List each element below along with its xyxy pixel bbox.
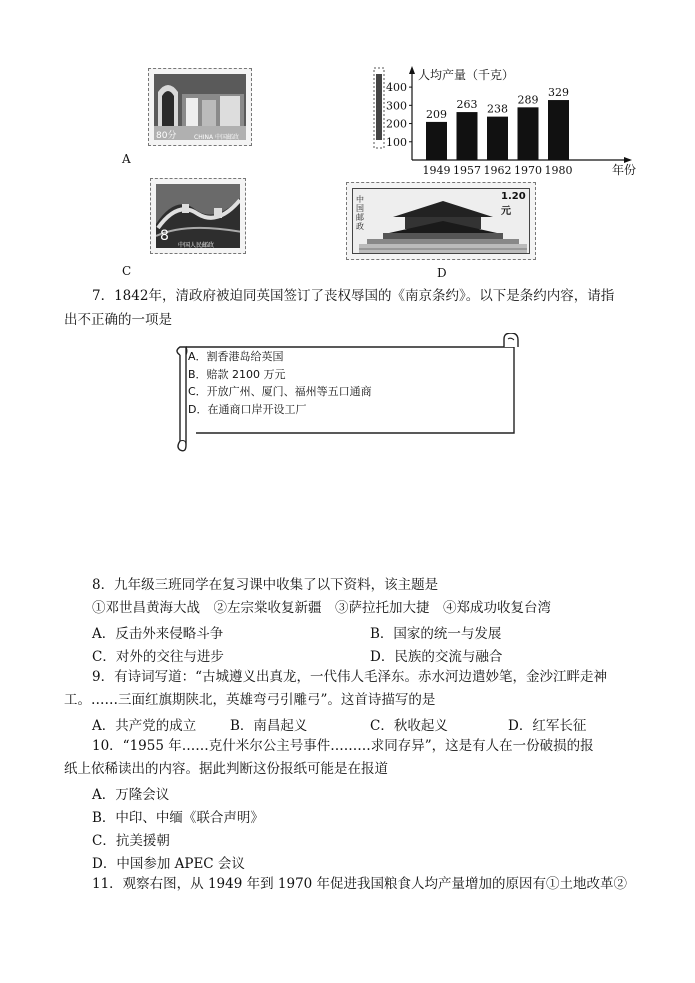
grain-chart xyxy=(372,64,642,180)
bar-value-label: 329 xyxy=(548,86,569,100)
q9-option-a: A．共产党的成立 xyxy=(92,718,197,734)
x-tick-label: 1949 xyxy=(422,164,451,177)
x-tick-label: 1957 xyxy=(453,164,481,177)
stamp-d xyxy=(346,182,536,260)
q9-option-c: C．秋收起义 xyxy=(370,718,448,734)
label-a: A xyxy=(122,152,131,166)
x-tick-label: 1980 xyxy=(544,164,573,177)
stamp-a-caption: CHINA 中国邮政 xyxy=(194,134,239,140)
q10-option-d: D．中国参加 APEC 会议 xyxy=(92,856,245,872)
stamp-d-country: 中国邮政 xyxy=(356,195,364,231)
bar-value-label: 289 xyxy=(517,93,539,107)
y-tick-label: 100 xyxy=(386,135,407,149)
q9-line1: 9．有诗词写道：“古城遵义出真龙，一代伟人毛泽东。赤水河边遣妙笔，金沙江畔走神 xyxy=(92,669,607,685)
y-tick-label: 200 xyxy=(386,117,407,131)
q9-option-b: B．南昌起义 xyxy=(230,718,308,734)
q10-option-a: A．万隆会议 xyxy=(92,787,170,803)
stamp-c-caption: 中国人民邮政 xyxy=(178,242,215,248)
bar xyxy=(518,107,539,160)
label-d: D xyxy=(437,266,447,280)
bar xyxy=(548,100,569,160)
bar xyxy=(426,122,447,160)
treaty-item-a: A．割香港岛给英国 xyxy=(188,350,284,363)
treaty-item-c: C．开放广州、厦门、福州等五口通商 xyxy=(188,385,372,398)
y-axis-label: 人均产量（千克） xyxy=(418,68,515,82)
y-tick-label: 300 xyxy=(386,99,407,113)
q8-option-d: D．民族的交流与融合 xyxy=(370,649,503,665)
q8-line2: ①邓世昌黄海大战 ②左宗棠收复新疆 ③萨拉托加大捷 ④郑成功收复台湾 xyxy=(92,600,551,616)
treaty-items xyxy=(188,348,372,418)
q7-line1: 7．1842年，清政府被迫同英国签订了丧权辱国的《南京条约》。以下是条约内容，请指 xyxy=(92,288,615,304)
label-c: C xyxy=(122,264,132,278)
x-tick-label: 1970 xyxy=(514,164,542,177)
q10-line1: 10．“1955 年……克什米尔公主号事件………求同存异”，这是有人在一份破损的报 xyxy=(92,738,594,754)
q8-line1: 8．九年级三班同学在复习课中收集了以下资料，该主题是 xyxy=(92,577,439,593)
bar-value-label: 263 xyxy=(456,98,478,112)
treaty-item-d: D．在通商口岸开设工厂 xyxy=(188,402,307,416)
q9-line2: 工。……三面红旗期陕北，英雄弯弓引雕弓”。这首诗描写的是 xyxy=(64,692,436,708)
x-tick-label: 1962 xyxy=(483,164,512,177)
q11-line1: 11．观察右图，从 1949 年到 1970 年促进我国粮食人均产量增加的原因有①土地改革② xyxy=(92,876,628,892)
bar-value-label: 209 xyxy=(426,107,447,121)
q8-option-a: A．反击外来侵略斗争 xyxy=(92,626,224,642)
bar xyxy=(457,112,478,160)
y-tick-label: 400 xyxy=(386,81,407,95)
q10-option-c: C．抗美援朝 xyxy=(92,833,170,849)
q10-option-b: B．中印、中缅《联合声明》 xyxy=(92,810,264,826)
bar-value-label: 238 xyxy=(487,102,508,116)
q10-line2: 纸上依稀读出的内容。据此判断这份报纸可能是在报道 xyxy=(64,761,388,777)
stamp-c xyxy=(150,178,246,254)
stamp-strip-fill xyxy=(376,74,382,140)
stamp-c-value: 8 xyxy=(160,228,169,244)
bar xyxy=(487,117,508,160)
q7-line2: 出不正确的一项是 xyxy=(64,312,172,328)
q9-option-d: D．红军长征 xyxy=(508,718,587,734)
stamp-d-value: 1.20元 xyxy=(501,191,526,217)
q8-option-c: C．对外的交往与进步 xyxy=(92,649,224,665)
q8-option-b: B．国家的统一与发展 xyxy=(370,626,502,642)
stamp-a xyxy=(148,68,252,146)
stamp-a-value: 80分 xyxy=(156,131,177,140)
x-axis-label: 年份 xyxy=(611,163,636,177)
chart-svg xyxy=(372,64,642,180)
treaty-item-b: B．赔款 2100 万元 xyxy=(188,367,286,381)
y-axis-arrow xyxy=(409,66,415,74)
